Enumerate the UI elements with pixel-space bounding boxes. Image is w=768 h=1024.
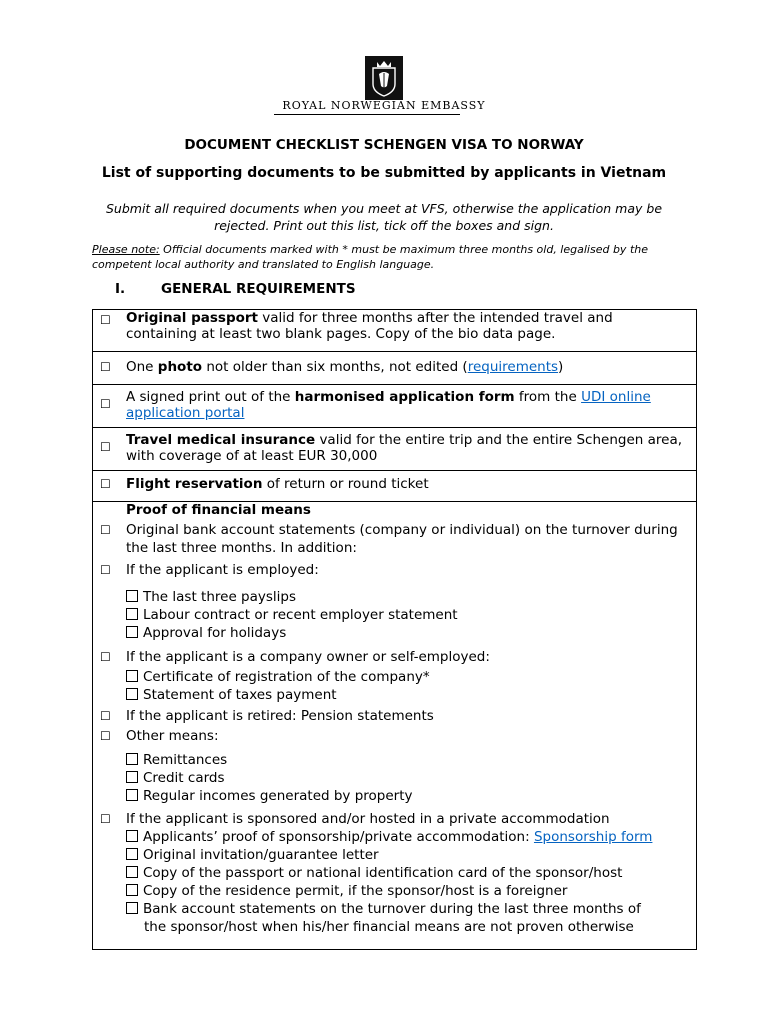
checkbox-icon[interactable] [126, 626, 138, 638]
norway-coat-of-arms-icon [365, 56, 403, 100]
checkbox-icon[interactable]: ☐ [100, 650, 111, 664]
owner-item [126, 686, 337, 704]
employed-item [126, 606, 458, 624]
sponsorship-form-link[interactable]: Sponsorship form [533, 829, 653, 845]
document-title: DOCUMENT CHECKLIST SCHENGEN VISA TO NORWAY [184, 137, 584, 153]
checklist-row-flight [93, 471, 696, 502]
item-bold: Flight reservation [126, 476, 263, 492]
checkbox-icon[interactable]: ☐ [100, 523, 111, 537]
employed-item [126, 588, 296, 606]
embassy-logo [0, 56, 768, 104]
checkbox-icon[interactable] [126, 848, 138, 860]
embassy-underline [274, 114, 460, 115]
sponsored-label: If the applicant is sponsored and/or hosted in a private accommodation [126, 811, 610, 827]
sponsor-item [126, 828, 652, 846]
checkbox-icon[interactable] [126, 771, 138, 783]
owner-label: If the applicant is a company owner or self-employed: [126, 649, 490, 665]
item-text: The last three payslips [143, 589, 297, 605]
employed-item [126, 624, 286, 642]
item-text: Certificate of registration of the company* [143, 669, 430, 685]
checkbox-icon[interactable] [126, 753, 138, 765]
item-text: valid for three months after the intended travel and containing at least two blank pages. Copy of the bio data page. [126, 310, 613, 342]
item-text: Approval for holidays [143, 625, 287, 641]
checklist-row-passport [93, 310, 696, 352]
item-text: Bank account statements on the turnover during the last three months of [143, 901, 641, 917]
checkbox-icon[interactable]: ☐ [100, 397, 111, 411]
checkbox-icon[interactable]: ☐ [100, 709, 111, 723]
checkbox-icon[interactable] [126, 902, 138, 914]
item-text: of return or round ticket [262, 476, 429, 492]
checkbox-icon[interactable]: ☐ [100, 440, 111, 454]
item-text: One [126, 359, 158, 375]
item-text: Regular incomes generated by property [143, 788, 413, 804]
sponsor-item-continued: the sponsor/host when his/her financial means are not proven otherwise [144, 919, 634, 935]
checkbox-icon[interactable] [126, 688, 138, 700]
employed-label: If the applicant is employed: [126, 562, 319, 578]
note-label: Please note: [92, 243, 160, 256]
section-title: GENERAL REQUIREMENTS [161, 281, 356, 297]
item-text: Copy of the residence permit, if the sponsor/host is a foreigner [143, 883, 568, 899]
item-text: Credit cards [143, 770, 225, 786]
other-item [126, 769, 225, 787]
sponsor-item [126, 864, 622, 882]
checkbox-icon[interactable] [126, 866, 138, 878]
note-text: Official documents marked with * must be maximum three months old, legalised by the competent local authority and translated to English language. [92, 243, 648, 271]
other-item [126, 751, 227, 769]
checkbox-icon[interactable] [126, 830, 138, 842]
item-text: Statement of taxes payment [143, 687, 337, 703]
other-item [126, 787, 413, 805]
udi-portal-link[interactable]: UDI online application portal [126, 389, 651, 421]
checkbox-icon[interactable] [126, 670, 138, 682]
item-photo [126, 360, 686, 376]
item-text: not older than six months, not edited ( [202, 359, 468, 375]
checkbox-icon[interactable]: ☐ [100, 313, 111, 327]
item-text: ) [558, 359, 564, 375]
item-application-form [126, 390, 686, 421]
checklist-row-photo [93, 352, 696, 385]
item-bold: Original passport [126, 310, 258, 326]
requirements-link[interactable]: requirements [467, 359, 559, 375]
intro-text: Submit all required documents when you meet at VFS, otherwise the application may be rejected. Print out this list, tick off the boxes and sign. [105, 201, 663, 233]
item-text: Applicants’ proof of sponsorship/private accommodation: [143, 829, 534, 845]
other-means-label: Other means: [126, 728, 219, 744]
item-flight [126, 477, 686, 493]
item-text: Copy of the passport or national identification card of the sponsor/host [143, 865, 623, 881]
section-number: I. [115, 281, 126, 297]
embassy-name: ROYAL NORWEGIAN EMBASSY [282, 99, 486, 112]
sponsor-item [126, 846, 379, 864]
retired-label: If the applicant is retired: Pension statements [126, 708, 434, 724]
checkbox-icon[interactable]: ☐ [100, 729, 111, 743]
item-bold: harmonised application form [294, 389, 515, 405]
section-heading [115, 281, 356, 297]
item-text: valid for the entire trip and the entire Schengen area, with coverage of at least EUR 30,000 [126, 432, 683, 464]
checklist-row-application-form [93, 385, 696, 428]
checkbox-icon[interactable] [126, 884, 138, 896]
item-bold: Travel medical insurance [126, 432, 316, 448]
bank-statements: Original bank account statements (company or individual) on the turnover during the last three months. In addition: [126, 522, 678, 556]
financial-heading: Proof of financial means [126, 502, 311, 518]
item-passport [126, 311, 686, 342]
item-bold: photo [157, 359, 203, 375]
checklist-row-insurance [93, 428, 696, 471]
please-note [92, 242, 682, 272]
checkbox-icon[interactable] [126, 590, 138, 602]
item-text: Original invitation/guarantee letter [143, 847, 379, 863]
checkbox-icon[interactable]: ☐ [100, 360, 111, 374]
document-subtitle: List of supporting documents to be submitted by applicants in Vietnam [101, 165, 667, 181]
item-text: Remittances [143, 752, 228, 768]
checkbox-icon[interactable] [126, 789, 138, 801]
checkbox-icon[interactable]: ☐ [100, 812, 111, 826]
sponsor-item [126, 900, 641, 918]
owner-item [126, 668, 430, 686]
item-insurance [126, 433, 686, 464]
item-text: A signed print out of the [126, 389, 295, 405]
checklist-row-financial [93, 502, 696, 949]
item-text: Labour contract or recent employer statement [143, 607, 458, 623]
sponsor-item [126, 882, 567, 900]
checkbox-icon[interactable] [126, 608, 138, 620]
checkbox-icon[interactable]: ☐ [100, 563, 111, 577]
checklist-table [92, 309, 697, 950]
checkbox-icon[interactable]: ☐ [100, 477, 111, 491]
item-text: from the [514, 389, 582, 405]
